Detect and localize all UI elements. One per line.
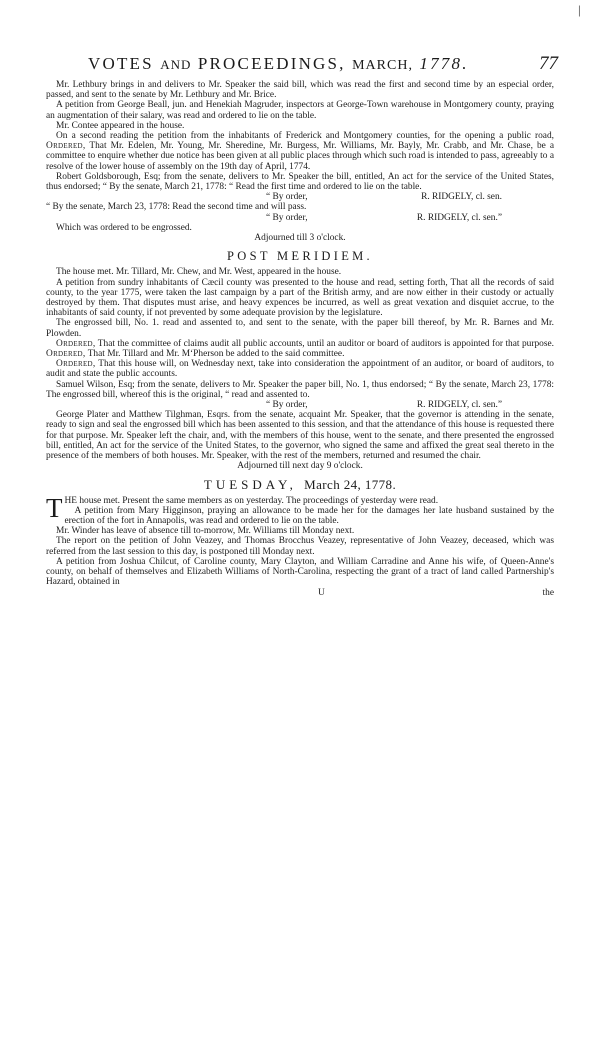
signature-ridgely-3: R. RIDGELY, cl. sen.” bbox=[416, 400, 502, 411]
paragraph-engrossed-bill: The engrossed bill, No. 1. read and assented to, and sent to the senate, with the paper bill thereof, by Mr. R. Barnes and Mr. Plowden. bbox=[46, 318, 554, 339]
title-year: 1778. bbox=[419, 54, 469, 73]
paragraph-plater-tilghman: George Plater and Matthew Tilghman, Esqrs. from the senate, acquaint Mr. Speaker, that the governor is attending in the senate, ready to sign and seal the engrossed bill which has been assented to this session, and that the attendance of this house is requested there for that purpose. Mr. Speaker left the chair, and, with the members of this house, went to the senate, and there presented the engrossed bill, entitled, An act for the service of the United States, to the governor, who signed the same and affixed the great seal thereto in the presence of the members of both houses. Mr. Speaker, with the rest of the members, returned and resumed the chair. bbox=[46, 410, 554, 462]
signature-line-2 bbox=[46, 213, 554, 223]
by-order-3: “ By order, bbox=[266, 400, 308, 411]
paragraph-house-met: The house met. Mr. Tillard, Mr. Chew, and Mr. West, appeared in the house. bbox=[56, 267, 342, 278]
catchword: the bbox=[542, 587, 554, 598]
paragraph-higginson: A petition from Mary Higginson, praying an allowance to be made her for the damages her late husband sustained by the erection of the fort in Annapolis, was read and ordered to lie on the table. bbox=[64, 505, 554, 527]
adjourned-next-day: Adjourned till next day 9 o'clock. bbox=[237, 461, 363, 472]
paragraph-contee: Mr. Contee appeared in the house. bbox=[56, 120, 185, 131]
claims-text-1: That the committee of claims audit all public accounts, until an auditor or board of auditors is appointed for that purpose. bbox=[97, 338, 554, 349]
running-title bbox=[88, 54, 469, 74]
wednesday-ordered: Ordered, bbox=[56, 359, 96, 370]
ordered-engrossed: Which was ordered to be engrossed. bbox=[56, 222, 192, 233]
title-month: MARCH, bbox=[352, 58, 413, 73]
title-proceedings: PROCEEDINGS, bbox=[197, 54, 346, 73]
title-and: AND bbox=[160, 57, 192, 72]
heading-post-meridiem: POST MERIDIEM. bbox=[227, 249, 373, 264]
road-text-before: On a second reading the petition from the inhabitants of Frederick and Montgomery counties, for the opening a public road, bbox=[56, 131, 554, 142]
adjourned-3-oclock: Adjourned till 3 o'clock. bbox=[254, 233, 346, 244]
drop-cap: T bbox=[46, 492, 63, 523]
paragraph-goldsborough: Robert Goldsborough, Esq; from the senate, delivers to Mr. Speaker the bill, entitled, An act for the service of the United States, thus endorsed; “ By the senate, March 21, 1778: “ Read the first time and ordered to lie on the table. bbox=[46, 171, 554, 193]
paragraph-claims-committee bbox=[46, 339, 554, 359]
signature-ridgely-2: R. RIDGELY, cl. sen.” bbox=[416, 212, 502, 223]
page-number: 77 bbox=[539, 53, 558, 74]
signature-ridgely-1: R. RIDGELY, cl. sen. bbox=[421, 192, 502, 203]
signature-line-1 bbox=[46, 192, 554, 202]
paragraph-veazey-report: The report on the petition of John Veazey, and Thomas Brocchus Veazey, representative of John Veazey, deceased, which was referred from the last session to this day, is postponed till Monday next. bbox=[46, 536, 554, 557]
tuesday-opening-text: HE house met. Present the same members as on yesterday. The proceedings of yesterday were read. bbox=[64, 495, 439, 506]
paragraph-wednesday bbox=[46, 359, 554, 379]
corner-mark: | bbox=[578, 2, 581, 17]
road-ordered: Ordered, bbox=[46, 141, 86, 152]
heading-tuesday bbox=[46, 477, 554, 493]
paragraph-caecil-petition: A petition from sundry inhabitants of Cæcil county was presented to the house and read, setting forth, That all the records of said county, to the year 1775, were taken the last campaign by a part of the British army, and are now either in their custody or actually destroyed by them. That disputes must arise, and heavy expences be incurred, as well as great vexation and disquiet accrue, to the inhabitants of said county, if not prevented by some adequate provision by the legislature. bbox=[46, 277, 554, 319]
heading-day-date: March 24, 1778. bbox=[304, 477, 397, 493]
road-text-after: That Mr. Edelen, Mr. Young, Mr. Sheredine, Mr. Burgess, Mr. Williams, Mr. Bayly, Mr. Crabb, and Mr. Chase, be a committee to enquire whether due notice has been given at all public places through which such road is intended to pass, agreeably to a resolve of the lower house of assembly on the 19th day of April, 1774. bbox=[46, 141, 554, 172]
claims-ordered-1: Ordered, bbox=[56, 338, 96, 349]
wednesday-text: That this house will, on Wednesday next, take into consideration the appointment of an auditor, or board of auditors, to audit and state the public accounts. bbox=[46, 359, 554, 380]
page-footer bbox=[46, 588, 554, 598]
body-text bbox=[46, 80, 554, 598]
signature-line-3 bbox=[46, 400, 554, 410]
paragraph-beall-petition: A petition from George Beall, jun. and Henekiah Magruder, inspectors at George-Town warehouse in Montgomery county, praying an augmentation of their salary, was read and ordered to lie on the table. bbox=[46, 100, 554, 121]
by-order-1: “ By order, bbox=[266, 192, 308, 203]
paragraph-wilson: Samuel Wilson, Esq; from the senate, delivers to Mr. Speaker the paper bill, No. 1, thus endorsed; “ By the senate, March 23, 1778: The engrossed bill, whereof this is the original, “ read and assented to. bbox=[46, 379, 554, 400]
paragraph-lethbury: Mr. Lethbury brings in and delivers to Mr. Speaker the said bill, which was read the first and second time by an especial order, passed, and sent to the senate by Mr. Lethbury and Mr. Brice. bbox=[46, 80, 554, 101]
paragraph-chilcut-petition: A petition from Joshua Chilcut, of Caroline county, Mary Clayton, and William Carradine and Anne his wife, of Queen-Anne's county, on behalf of themselves and Elizabeth Williams of North-Carolina, respecting the grant of a tract of land called Partnership's Hazard, obtained in bbox=[46, 556, 554, 588]
senate-second-reading: “ By the senate, March 23, 1778: Read the second time and will pass. bbox=[46, 202, 307, 213]
claims-ordered-2: Ordered, bbox=[46, 349, 86, 360]
title-votes: VOTES bbox=[88, 54, 154, 73]
paragraph-public-road bbox=[46, 131, 554, 172]
claims-text-2: That Mr. Tillard and Mr. M‘Pherson be added to the said committee. bbox=[87, 349, 345, 360]
by-order-2: “ By order, bbox=[266, 212, 308, 223]
heading-day-name: TUESDAY, bbox=[203, 477, 297, 493]
paragraph-winder-leave: Mr. Winder has leave of absence till to-morrow, Mr. Williams till Monday next. bbox=[56, 526, 355, 537]
running-header bbox=[88, 54, 558, 80]
signature-mark: U bbox=[318, 587, 325, 598]
